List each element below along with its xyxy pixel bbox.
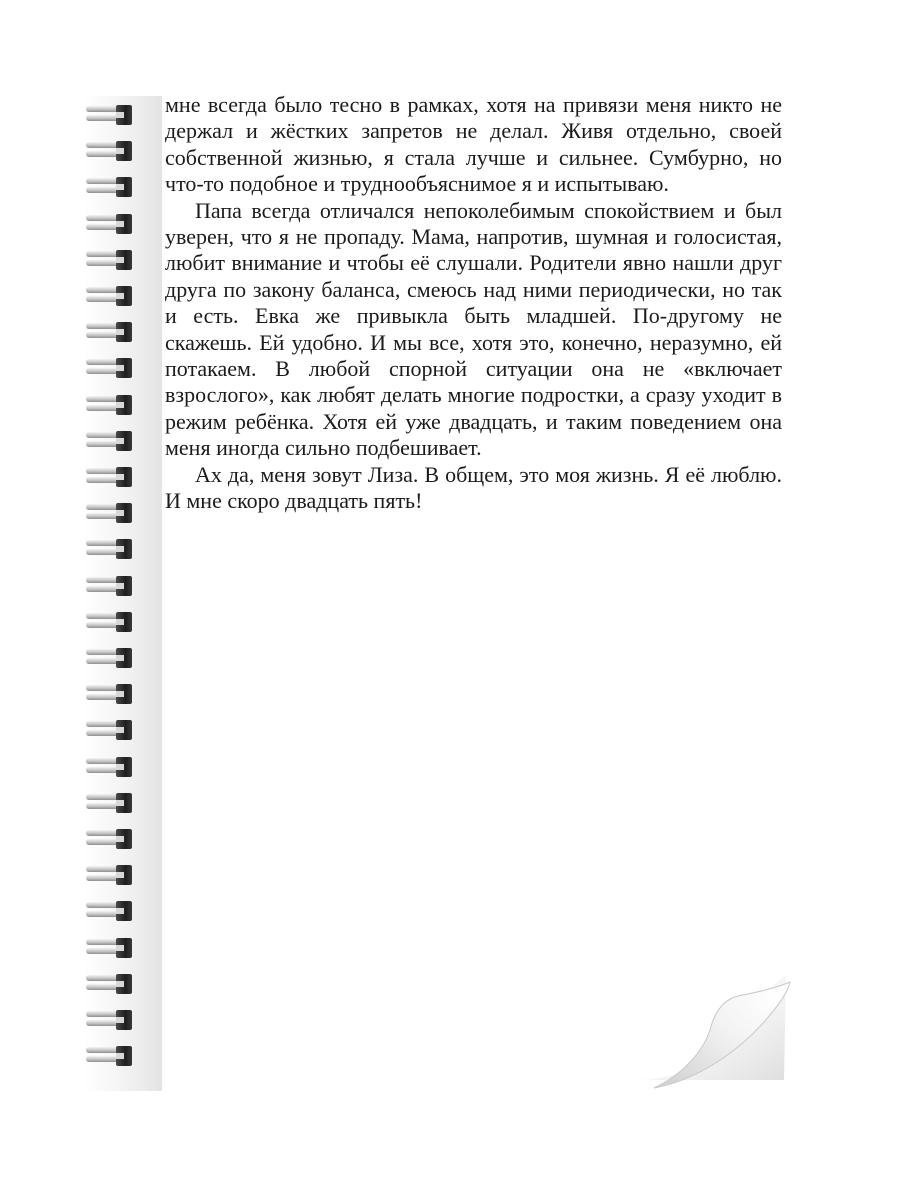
- spiral-ring: [84, 719, 138, 743]
- spiral-ring: [84, 357, 138, 381]
- spiral-ring: [84, 538, 138, 562]
- spiral-ring: [84, 249, 138, 273]
- body-text: [165, 92, 782, 515]
- spiral-ring: [84, 502, 138, 526]
- spiral-ring: [84, 1009, 138, 1033]
- spiral-ring: [84, 1045, 138, 1069]
- spiral-ring: [84, 864, 138, 888]
- paragraph-3: Ах да, меня зовут Лиза. В общем, это моя жизнь. Я её люблю. И мне скоро двадцать пять!: [165, 461, 782, 514]
- spiral-ring: [84, 321, 138, 345]
- spiral-ring: [84, 430, 138, 454]
- spiral-ring: [84, 756, 138, 780]
- paragraph-2: Папа всегда отличался непоколебимым спокойствием и был уверен, что я не пропаду. Мама, напротив, шумная и голосистая, любит внимание и чтобы её слушали. Родители явно нашли друг друга по закону баланса, смеюсь над ними периодически, но так и есть. Евка же привыкла быть младшей. По-другому не скажешь. Ей удобно. И мы все, хотя это, конечно, неразумно, ей потакаем. В любой спорной ситуации она не «включает взрослого», как любят делать многие подростки, а сразу уходит в режим ребёнка. Хотя ей уже двадцать, и таким поведением она меня иногда сильно подбешивает.: [165, 197, 782, 461]
- spiral-ring: [84, 285, 138, 309]
- spiral-ring: [84, 828, 138, 852]
- spiral-ring: [84, 683, 138, 707]
- spiral-ring: [84, 213, 138, 237]
- spiral-ring: [84, 176, 138, 200]
- spiral-ring: [84, 792, 138, 816]
- paragraph-1: мне всегда было тесно в рамках, хотя на привязи меня никто не держал и жёстких запретов не делал. Живя отдельно, своей собственной жизнью, я стала лучше и сильнее. Сумбурно, но что-то подобное и труднообъяснимое я и испытываю.: [165, 92, 782, 197]
- spiral-ring: [84, 104, 138, 128]
- spiral-ring: [84, 647, 138, 671]
- page-curl-icon: [614, 930, 800, 1100]
- spiral-ring: [84, 973, 138, 997]
- spiral-ring: [84, 575, 138, 599]
- spiral-ring: [84, 140, 138, 164]
- spiral-ring: [84, 900, 138, 924]
- spiral-ring: [84, 466, 138, 490]
- spiral-ring: [84, 611, 138, 635]
- spiral-ring: [84, 394, 138, 418]
- spiral-ring: [84, 937, 138, 961]
- spiral-binding: [84, 104, 144, 1084]
